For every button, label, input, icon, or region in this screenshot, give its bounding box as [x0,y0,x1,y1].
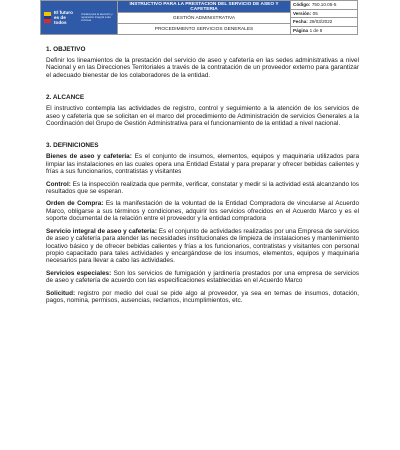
version-row [291,10,357,19]
definition-term: Servicios especiales: [46,269,112,277]
definition-item [46,181,359,196]
code-label: Código: [293,2,311,8]
date-value: 29/03/2022 [309,19,333,25]
definition-text: Son los servicios de fumigación y jardinería prestados por una empresa de servicios de aseo y cafetería de acuerdo con las especificaciones establecidas en el Acuerdo Marco [46,269,359,285]
definition-item [46,290,359,305]
definition-item [46,270,359,285]
code-value: 750.10.05-5 [311,2,337,8]
header-meta-cell [291,1,357,34]
definition-text: Es la inspección realizada que permite, verificar, constatar y medir si la actividad está alcanzando los resultados que se esperan. [46,180,359,196]
page-row [291,27,357,35]
definition-text: Es el conjunto de insumos, elementos, equipos y maquinaria utilizados para limpiar las instalaciones en las cuales opera una Entidad Estatal y para preparar y ofrecer bebidas calientes y frías a sus funcionarios, contratistas y visitantes [46,153,359,176]
definition-term: Solicitud: [46,289,76,297]
code-row [291,1,357,10]
document-title: INSTRUCTIVO PARA LA PRESTACION DEL SERVICIO DE ASEO Y CAFETERIA [118,1,290,13]
area-label: GESTIÓN ADMINISTRATIVA [118,13,290,24]
flag-icon [44,12,51,23]
section-text-objetivo: Definir los lineamientos de la prestación del servicio de aseo y cafetería en las sedes administrativas a nivel Nacional y en las Direcciones Territoriales a través de la contratación de un proveedor externo para garantizar el adecuado bienestar de los colaboradores de la entidad. [46,57,359,79]
document-body [46,46,359,309]
page-value: 1 de 8 [309,27,323,33]
section-title-definiciones: 3. DEFINICIONES [46,142,99,150]
section-text-alcance: El instructivo contempla las actividades de registro, control y seguimiento a la atención de los servicios de aseo y cafetería que se solicitan en el marco del procedimiento de Administración de servicios Generales a la Coordinación del Grupo de Gestión Administrativa para el funcionamiento de la entidad a nivel nacional. [46,105,359,128]
version-label: Versión: [293,10,312,16]
section-title-objetivo: 1. OBJETIVO [46,46,86,53]
procedure-label: PROCEDIMIENTO SERVICIOS GENERALES [154,26,254,32]
definition-item [46,153,359,175]
logo-cell [41,1,118,34]
page-label: Página [293,27,309,33]
definition-text: Es la manifestación de la voluntad de la Entidad Compradora de vincularse al Acuerdo Marco, obligarse a sus términos y condiciones, adquirir los servicios ofrecidos en el Acuerdo Marco y es el soporte documental de la relación entre el proveedor y la entidad compradora [46,200,359,223]
section-title-alcance: 2. ALCANCE [46,94,85,102]
definition-item [46,200,359,222]
definition-text: Es el conjunto de actividades realizadas por una Empresa de servicios de aseo y cafetería para atender las necesidades institucionales de limpieza de instalaciones y mantenimiento locativo básico y de ofrecer bebidas calientes y frías a los funcionarios, contratistas y visitantes con personal propio capacitado para tales actividades y encargándose de los insumos, elementos, equipos y maquinaria necesarios para llevar a cabo las actividades. [46,227,359,265]
definition-term: Orden de Compra: [46,200,104,208]
date-row [291,18,357,27]
document-header [40,0,358,35]
date-label: Fecha: [293,19,308,25]
definition-term: Control: [46,180,71,188]
definition-text: registro por medio del cual se pide algo al proveedor, ya sea en temas de insumos, dotación, pagos, nomina, permisos, ausencias, reclamos, incumplimientos, etc. [46,289,359,304]
header-title-cell [118,1,291,34]
logo-subtitle: Unidad para la atención y reparación integral a las víctimas [80,11,113,23]
definition-item [46,228,359,265]
version-value: 05 [312,10,318,16]
definition-term: Bienes de aseo y cafetería: [46,153,132,161]
definition-term: Servicio integral de aseo y cafetería: [46,227,157,235]
logo-title: El futuro es de todos [54,10,73,25]
